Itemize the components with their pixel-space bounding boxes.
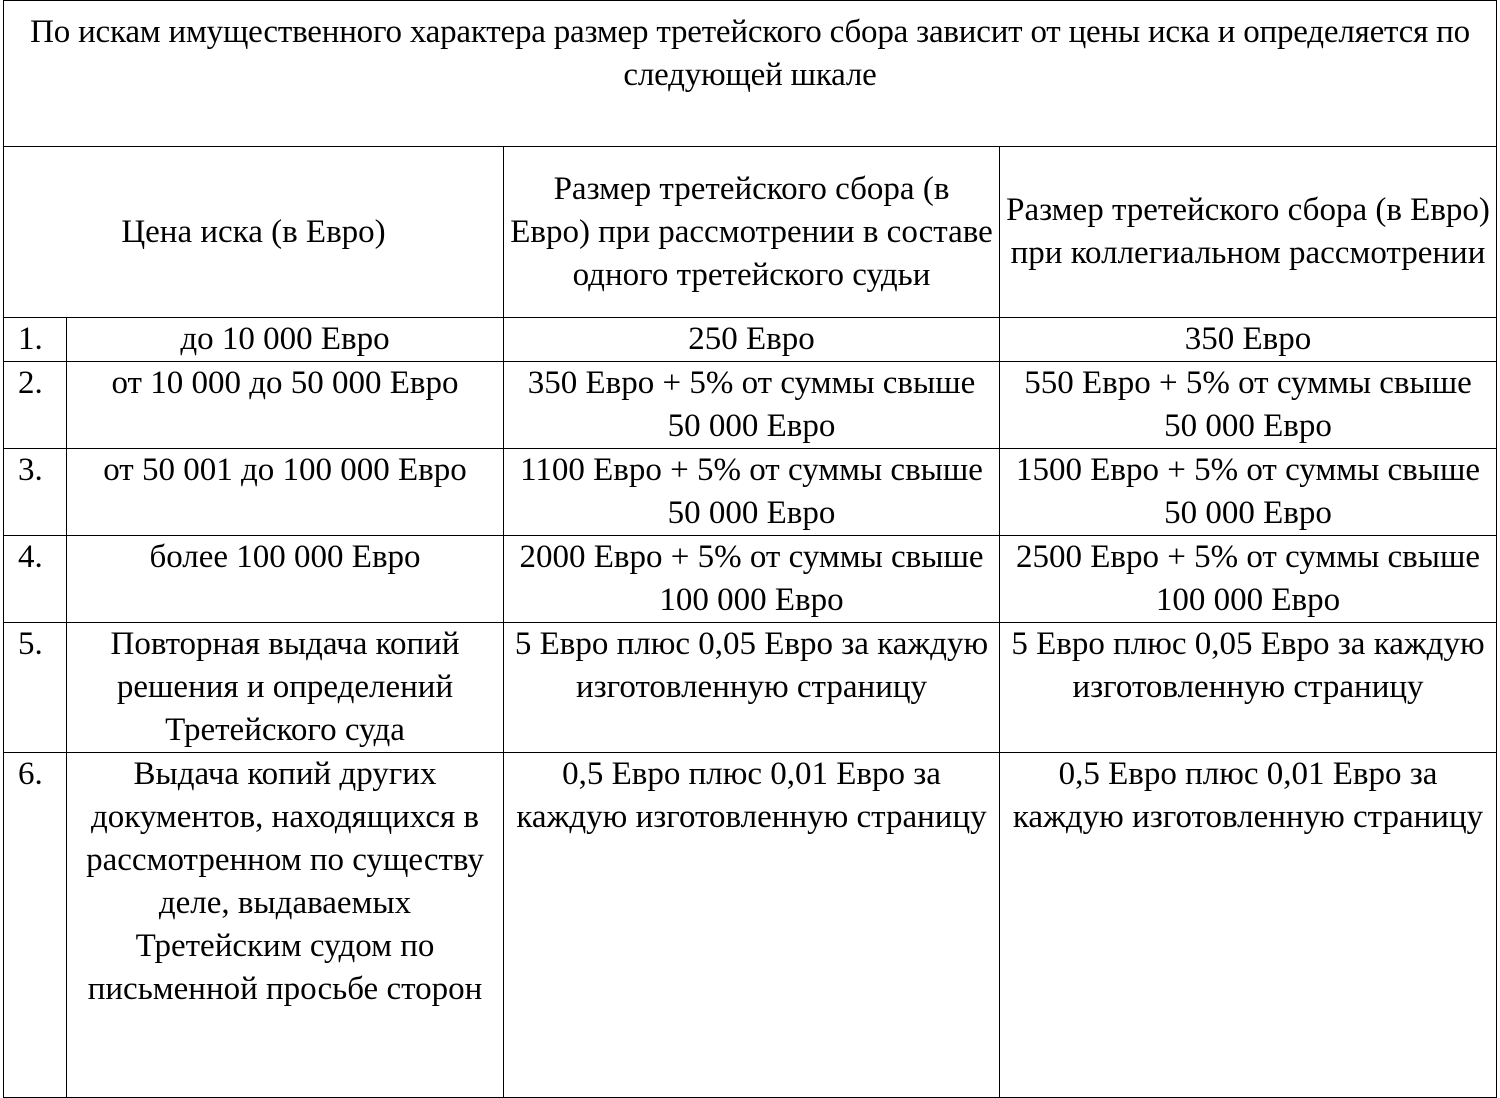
row-number: 3. bbox=[4, 449, 67, 536]
table-row bbox=[4, 536, 1497, 623]
single-arbiter-fee-cell: 1100 Евро + 5% от суммы свыше 50 000 Евро bbox=[504, 449, 1000, 536]
table-row bbox=[4, 449, 1497, 536]
collegial-fee-cell: 350 Евро bbox=[1000, 318, 1497, 362]
header-row bbox=[4, 147, 1497, 318]
single-arbiter-fee-cell: 0,5 Евро плюс 0,01 Евро за каждую изготовленную страницу bbox=[504, 753, 1000, 1098]
row-number: 2. bbox=[4, 362, 67, 449]
header-claim-price: Цена иска (в Евро) bbox=[4, 147, 504, 318]
row-number: 1. bbox=[4, 318, 67, 362]
collegial-fee-cell: 550 Евро + 5% от суммы свыше 50 000 Евро bbox=[1000, 362, 1497, 449]
row-number: 5. bbox=[4, 623, 67, 753]
claim-price-cell: Выдача копий других документов, находящихся в рассмотренном по существу деле, выдаваемых Третейским судом по письменной просьбе сторон bbox=[67, 753, 504, 1098]
row-number: 4. bbox=[4, 536, 67, 623]
collegial-fee-cell: 2500 Евро + 5% от суммы свыше 100 000 Евро bbox=[1000, 536, 1497, 623]
table-caption: По искам имущественного характера размер третейского сбора зависит от цены иска и определяется по следующей шкале bbox=[4, 1, 1497, 147]
caption-row bbox=[4, 1, 1497, 147]
collegial-fee-cell: 1500 Евро + 5% от суммы свыше 50 000 Евро bbox=[1000, 449, 1497, 536]
claim-price-cell: до 10 000 Евро bbox=[67, 318, 504, 362]
collegial-fee-cell: 5 Евро плюс 0,05 Евро за каждую изготовленную страницу bbox=[1000, 623, 1497, 753]
table-row bbox=[4, 318, 1497, 362]
claim-price-cell: от 50 001 до 100 000 Евро bbox=[67, 449, 504, 536]
claim-price-cell: более 100 000 Евро bbox=[67, 536, 504, 623]
fee-schedule-table bbox=[3, 0, 1497, 1098]
table-row bbox=[4, 753, 1497, 1098]
table-row bbox=[4, 623, 1497, 753]
single-arbiter-fee-cell: 5 Евро плюс 0,05 Евро за каждую изготовленную страницу bbox=[504, 623, 1000, 753]
row-number: 6. bbox=[4, 753, 67, 1098]
single-arbiter-fee-cell: 2000 Евро + 5% от суммы свыше 100 000 Евро bbox=[504, 536, 1000, 623]
collegial-fee-cell: 0,5 Евро плюс 0,01 Евро за каждую изготовленную страницу bbox=[1000, 753, 1497, 1098]
header-collegial-fee: Размер третейского сбора (в Евро) при коллегиальном рассмотрении bbox=[1000, 147, 1497, 318]
claim-price-cell: от 10 000 до 50 000 Евро bbox=[67, 362, 504, 449]
table-row bbox=[4, 362, 1497, 449]
claim-price-cell: Повторная выдача копий решения и определений Третейского суда bbox=[67, 623, 504, 753]
single-arbiter-fee-cell: 350 Евро + 5% от суммы свыше 50 000 Евро bbox=[504, 362, 1000, 449]
header-single-arbiter-fee: Размер третейского сбора (в Евро) при рассмотрении в составе одного третейского судьи bbox=[504, 147, 1000, 318]
single-arbiter-fee-cell: 250 Евро bbox=[504, 318, 1000, 362]
